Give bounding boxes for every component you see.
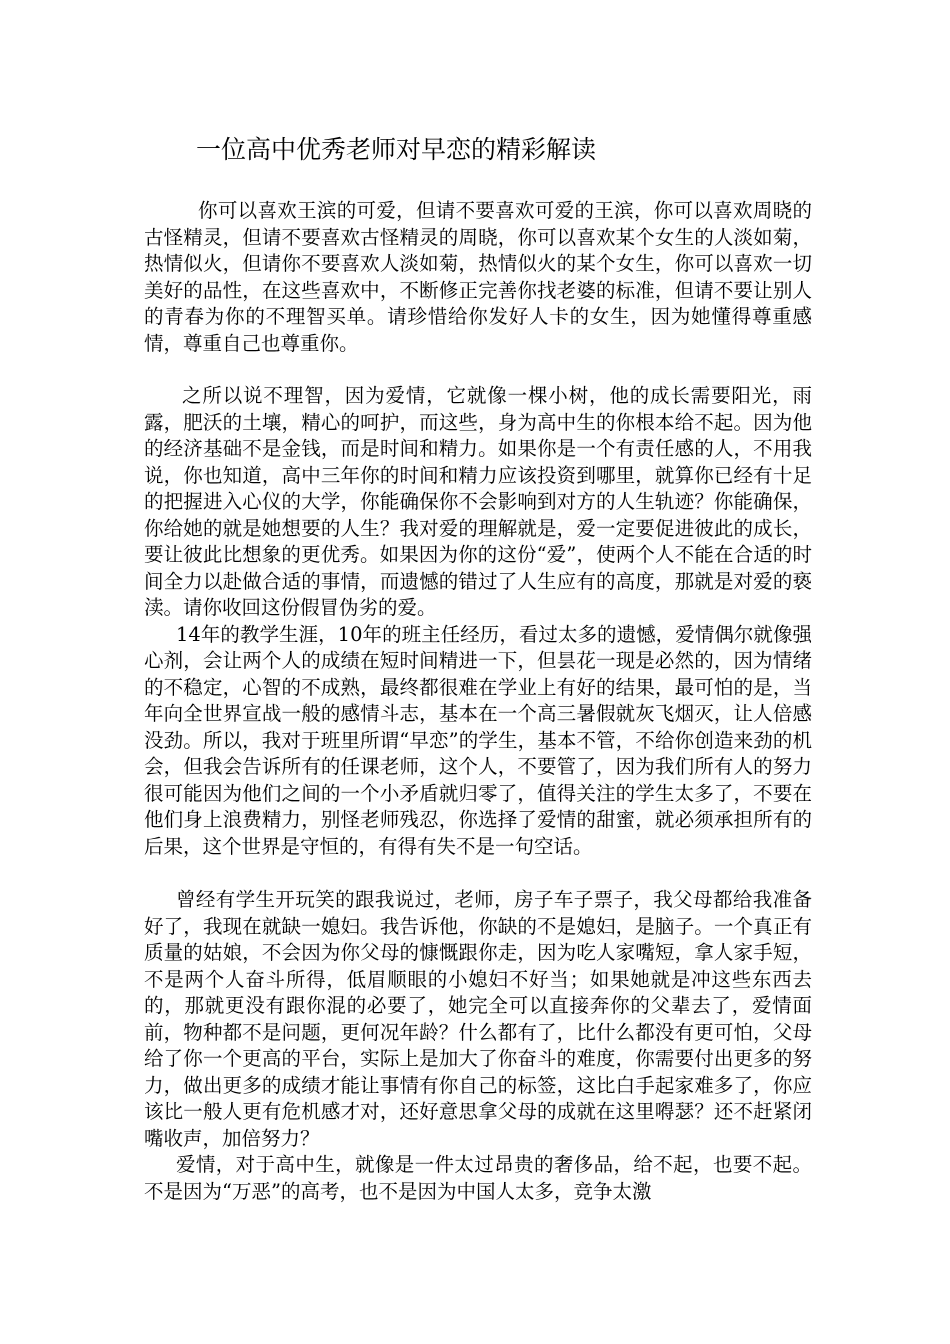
paragraph-4: 曾经有学生开玩笑的跟我说过，老师，房子车子票子，我父母都给我准备好了，我现在就缺一媳妇。我告诉他，你缺的不是媳妇，是脑子。一个真正有质量的姑娘，不会因为你父母的慷慨跟你走，因为吃人家嘴短，拿人家手短，不是两个人奋斗所得，低眉顺眼的小媳妇不好当；如果她就是冲这些东西去的，那就更没有跟你混的必要了，她完全可以直接奔你的父辈去了，爱情面前，物种都不是问题，更何况年龄？什么都有了，比什么都没有更可怕，父母给了你一个更高的平台，实际上是加大了你奋斗的难度，你需要付出更多的努力，做出更多的成绩才能让事情有你自己的标签，这比白手起家难多了，你应该比一般人更有危机感才对，还好意思拿父母的成就在这里嘚瑟？还不赶紧闭嘴收声，加倍努力？ [144,888,812,1150]
document-body [144,198,812,1205]
document-title: 一位高中优秀老师对早恋的精彩解读 [196,135,597,164]
paragraph-2: 之所以说不理智，因为爱情，它就像一棵小树，他的成长需要阳光，雨露，肥沃的土壤，精心的呵护，而这些，身为高中生的你根本给不起。因为他的经济基础不是金钱，而是时间和精力。如果你是一个有责任感的人，不用我说，你也知道，高中三年你的时间和精力应该投资到哪里，就算你已经有十足的把握进入心仪的大学，你能确保你不会影响到对方的人生轨迹？你能确保，你给她的就是她想要的人生？我对爱的理解就是，爱一定要促进彼此的成长，要让彼此比想象的更优秀。如果因为你的这份“爱”，使两个人不能在合适的时间全力以赴做合适的事情，而遗憾的错过了人生应有的高度，那就是对爱的亵渎。请你收回这份假冒伪劣的爱。 [144,384,812,619]
paragraph-5: 爱情，对于高中生，就像是一件太过昂贵的奢侈品，给不起，也要不起。不是因为“万恶”的高考，也不是因为中国人太多，竞争太激 [144,1153,812,1203]
paragraph-1: 你可以喜欢王滨的可爱，但请不要喜欢可爱的王滨，你可以喜欢周晓的古怪精灵，但请不要喜欢古怪精灵的周晓，你可以喜欢某个女生的人淡如菊，热情似火，但请你不要喜欢人淡如菊，热情似火的某个女生，你可以喜欢一切美好的品性，在这些喜欢中，不断修正完善你找老婆的标准，但请不要让别人的青春为你的不理智买单。请珍惜给你发好人卡的女生，因为她懂得尊重感情，尊重自己也尊重你。 [144,199,812,355]
paragraph-3: 14年的教学生涯，10年的班主任经历，看过太多的遗憾，爱情偶尔就像强心剂，会让两个人的成绩在短时间精进一下，但昙花一现是必然的，因为情绪的不稳定，心智的不成熟，最终都很难在学业上有好的结果，最可怕的是，当年向全世界宣战一般的感情斗志，基本在一个高三暑假就灰飞烟灭，让人倍感没劲。所以，我对于班里所谓“早恋”的学生，基本不管，不给你创造来劲的机会，但我会告诉所有的任课老师，这个人，不要管了，因为我们所有人的努力很可能因为他们之间的一个小矛盾就归零了，值得关注的学生太多了，不要在他们身上浪费精力，别怪老师残忍，你选择了爱情的甜蜜，就必须承担所有的后果，这个世界是守恒的，有得有失不是一句空话。 [144,622,812,858]
